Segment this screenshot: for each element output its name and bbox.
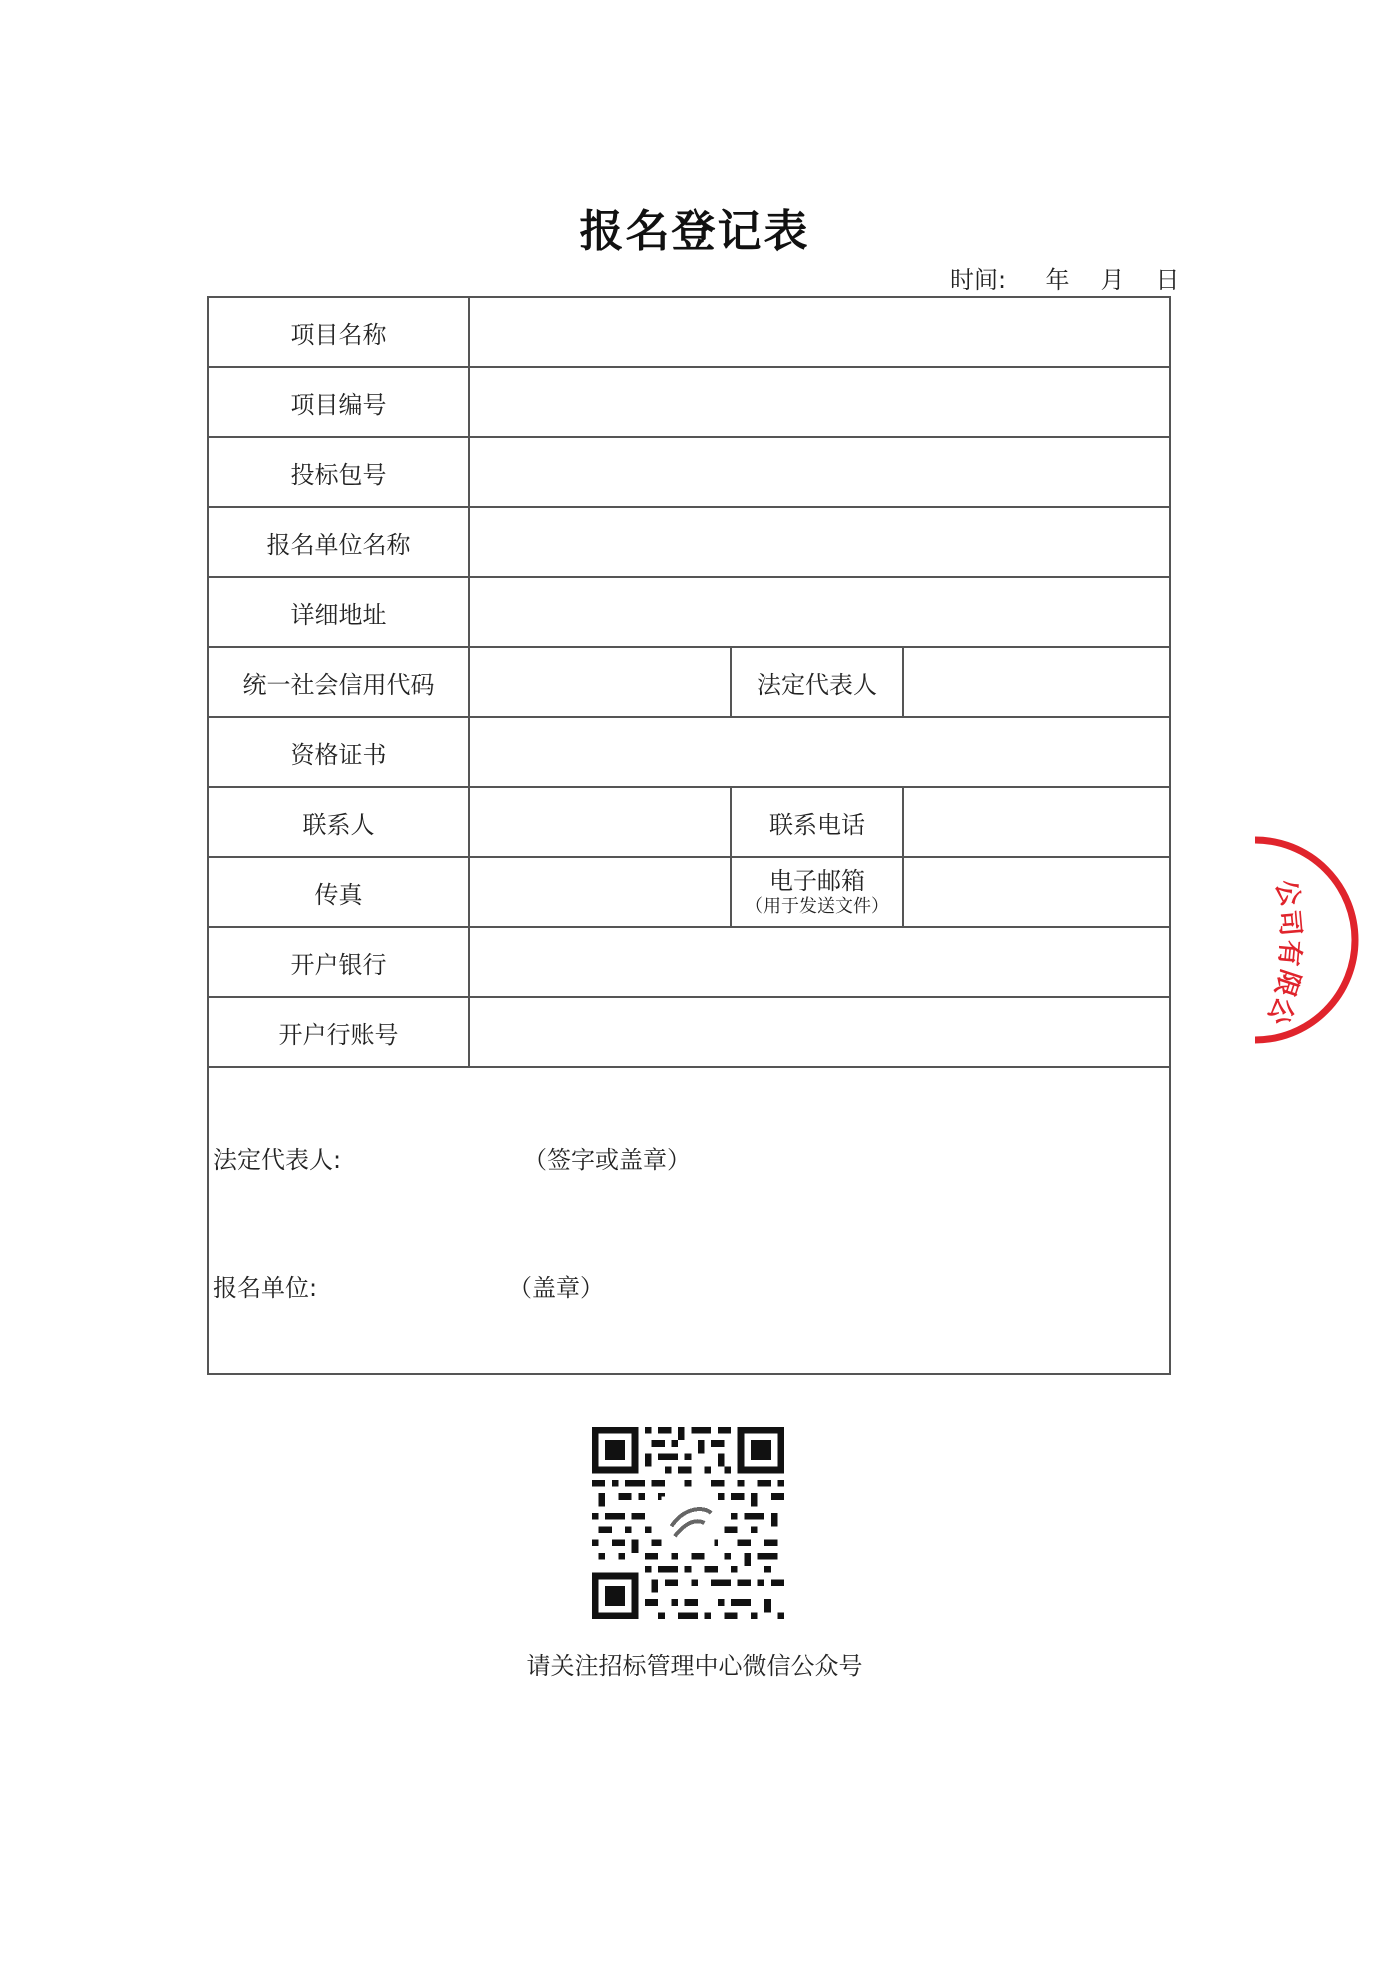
legal-rep-signature-note: （签字或盖章） bbox=[523, 1146, 691, 1174]
email-label-cell bbox=[731, 857, 903, 927]
unit-seal-note: （盖章） bbox=[508, 1274, 604, 1302]
row-bid-package bbox=[208, 437, 1170, 507]
contact-phone-field[interactable] bbox=[903, 787, 1170, 857]
legal-rep-label: 法定代表人 bbox=[731, 647, 903, 717]
svg-text:司: 司 bbox=[1273, 908, 1306, 938]
bank-account-field[interactable] bbox=[469, 997, 1170, 1067]
row-signature bbox=[208, 1067, 1170, 1374]
unit-seal-row bbox=[213, 1268, 604, 1303]
legal-rep-signature-label: 法定代表人: bbox=[213, 1146, 342, 1174]
email-note: （用于发送文件） bbox=[745, 895, 889, 917]
project-number-field[interactable] bbox=[469, 367, 1170, 437]
qualification-label: 资格证书 bbox=[208, 717, 469, 787]
svg-text:限: 限 bbox=[1268, 965, 1305, 1000]
project-number-label: 项目编号 bbox=[208, 367, 469, 437]
row-contact bbox=[208, 787, 1170, 857]
unit-seal-label: 报名单位: bbox=[213, 1274, 318, 1302]
credit-code-label: 统一社会信用代码 bbox=[208, 647, 469, 717]
row-address bbox=[208, 577, 1170, 647]
date-label: 时间: bbox=[950, 266, 1007, 294]
row-credit-code bbox=[208, 647, 1170, 717]
applicant-name-field[interactable] bbox=[469, 507, 1170, 577]
signature-area bbox=[208, 1067, 1170, 1374]
registration-table bbox=[207, 296, 1171, 1375]
date-line bbox=[950, 260, 1195, 295]
qualification-field[interactable] bbox=[469, 717, 1170, 787]
legal-rep-signature-row bbox=[213, 1140, 691, 1175]
address-label: 详细地址 bbox=[208, 577, 469, 647]
email-field[interactable] bbox=[903, 857, 1170, 927]
bank-label: 开户银行 bbox=[208, 927, 469, 997]
row-project-name bbox=[208, 297, 1170, 367]
row-project-number bbox=[208, 367, 1170, 437]
row-fax-email bbox=[208, 857, 1170, 927]
email-label: 电子邮箱 bbox=[769, 866, 865, 895]
contact-person-label: 联系人 bbox=[208, 787, 469, 857]
row-bank-account bbox=[208, 997, 1170, 1067]
credit-code-field[interactable] bbox=[469, 647, 731, 717]
date-year: 年 bbox=[1045, 266, 1070, 294]
bank-account-label: 开户行账号 bbox=[208, 997, 469, 1067]
date-month: 月 bbox=[1100, 266, 1125, 294]
row-bank bbox=[208, 927, 1170, 997]
page-title: 报名登记表 bbox=[579, 206, 810, 257]
row-qualification bbox=[208, 717, 1170, 787]
bank-field[interactable] bbox=[469, 927, 1170, 997]
date-day: 日 bbox=[1155, 266, 1180, 294]
qr-caption: 请关注招标管理中心微信公众号 bbox=[526, 1652, 863, 1680]
svg-text:公: 公 bbox=[1261, 992, 1300, 1030]
bid-package-label: 投标包号 bbox=[208, 437, 469, 507]
applicant-name-label: 报名单位名称 bbox=[208, 507, 469, 577]
company-seal bbox=[1255, 830, 1389, 1050]
contact-phone-label: 联系电话 bbox=[731, 787, 903, 857]
project-name-field[interactable] bbox=[469, 297, 1170, 367]
legal-rep-field[interactable] bbox=[903, 647, 1170, 717]
address-field[interactable] bbox=[469, 577, 1170, 647]
svg-text:公: 公 bbox=[1268, 875, 1306, 911]
contact-person-field[interactable] bbox=[469, 787, 731, 857]
row-applicant-name bbox=[208, 507, 1170, 577]
fax-field[interactable] bbox=[469, 857, 731, 927]
fax-label: 传真 bbox=[208, 857, 469, 927]
bid-package-field[interactable] bbox=[469, 437, 1170, 507]
svg-text:有: 有 bbox=[1272, 938, 1305, 968]
project-name-label: 项目名称 bbox=[208, 297, 469, 367]
wechat-qr-code bbox=[592, 1427, 784, 1619]
